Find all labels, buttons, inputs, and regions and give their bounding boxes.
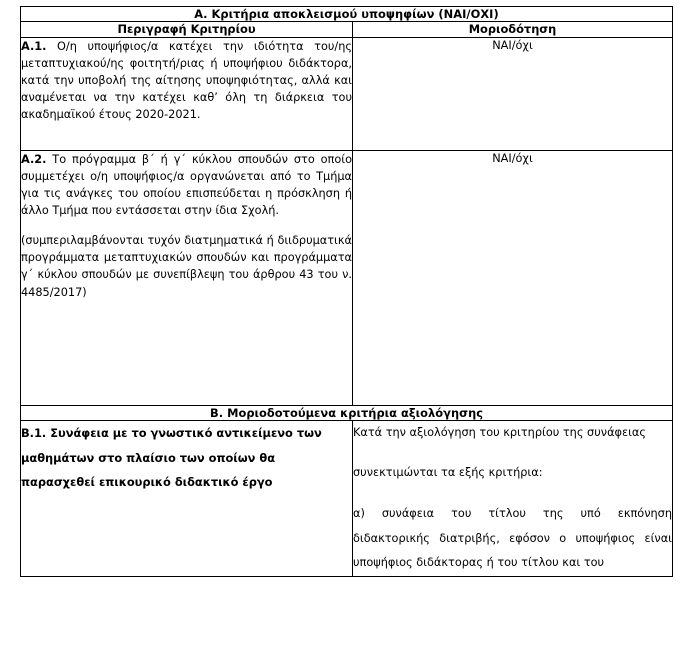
criterion-a2-paragraph: [21, 151, 352, 220]
criterion-b1-line-3: παρασχεθεί επικουρικό διδακτικό έργο: [21, 475, 273, 490]
criterion-b1-scoring-line-2: συνεκτιμώνται τα εξής κριτήρια:: [353, 466, 543, 480]
section-a-banner-row: [21, 7, 673, 22]
criterion-b1-scoring: [353, 420, 673, 576]
criterion-b1-line-2: μαθημάτων στο πλαίσιο των οποίων θα: [21, 450, 276, 465]
table-row-b1: [21, 420, 673, 576]
criterion-a1-description: [21, 37, 353, 150]
criterion-a2-scoring: ΝΑΙ/όχι: [353, 150, 673, 405]
table-row-a2: [21, 150, 673, 405]
criteria-table: [20, 6, 673, 577]
section-b-banner-row: [21, 405, 673, 420]
criterion-a1-label: A.1.: [21, 39, 47, 53]
criterion-a2-label: A.2.: [21, 152, 47, 166]
criterion-b1-description: [21, 420, 353, 576]
section-b-banner: Β. Μοριοδοτούμενα κριτήρια αξιολόγησης: [21, 405, 673, 420]
table-row-a1: [21, 37, 673, 150]
column-header-scoring: Μοριοδότηση: [353, 22, 673, 37]
criterion-b1-line-1: Β.1. Συνάφεια με το γνωστικό αντικείμενο των: [21, 425, 322, 440]
criterion-a2-description: [21, 150, 353, 405]
criterion-a1-scoring: ΝΑΙ/όχι: [353, 37, 673, 150]
criterion-a2-text: Το πρόγραμμα β΄ ή γ΄ κύκλου σπουδών στο οποίο συμμετέχει ο/η υποψήφιος/α οργανώνεται από το Τμήμα για τις ανάγκες του οποίου επισπεύδεται η πρόσκληση ή άλλο Τμήμα που εντάσσεται στην ίδια Σχολή.: [21, 152, 352, 217]
section-a-banner: Α. Κριτήρια αποκλεισμού υποψηφίων (ΝΑΙ/ΟΧΙ): [21, 7, 673, 22]
criterion-a1-text: Ο/η υποψήφιος/α κατέχει την ιδιότητα του/ης μεταπτυχιακού/ης φοιτητή/ριας ή υποψήφιου διδάκτορα, κατά την υποβολή της αίτησης υποψηφιότητας, αλλά και αναμένεται να την κατέχει καθ’ όλη τη διάρκεια του ακαδημαϊκού έτους 2020-2021.: [21, 39, 352, 122]
column-header-row: [21, 22, 673, 37]
criterion-a2-note: (συμπεριλαμβάνονται τυχόν διατμηματικά ή διιδρυματικά προγράμματα μεταπτυχιακών σπουδών και προγράμματα γ΄ κύκλου σπουδών με συνεπίβλεψη του άρθρου 43 του ν. 4485/2017): [21, 234, 352, 299]
column-header-description: Περιγραφή Κριτηρίου: [21, 22, 353, 37]
criterion-b1-scoring-paragraph-2: α) συνάφεια του τίτλου της υπό εκπόνηση διδακτορικής διατριβής, εφόσον ο υποψήφιος είναι υποψήφιος διδάκτορας ή του τίτλου και του: [353, 507, 672, 570]
criterion-a1-paragraph: [21, 38, 352, 124]
criterion-b1-scoring-line-1: Κατά την αξιολόγηση του κριτηρίου της συνάφειας: [353, 425, 646, 439]
